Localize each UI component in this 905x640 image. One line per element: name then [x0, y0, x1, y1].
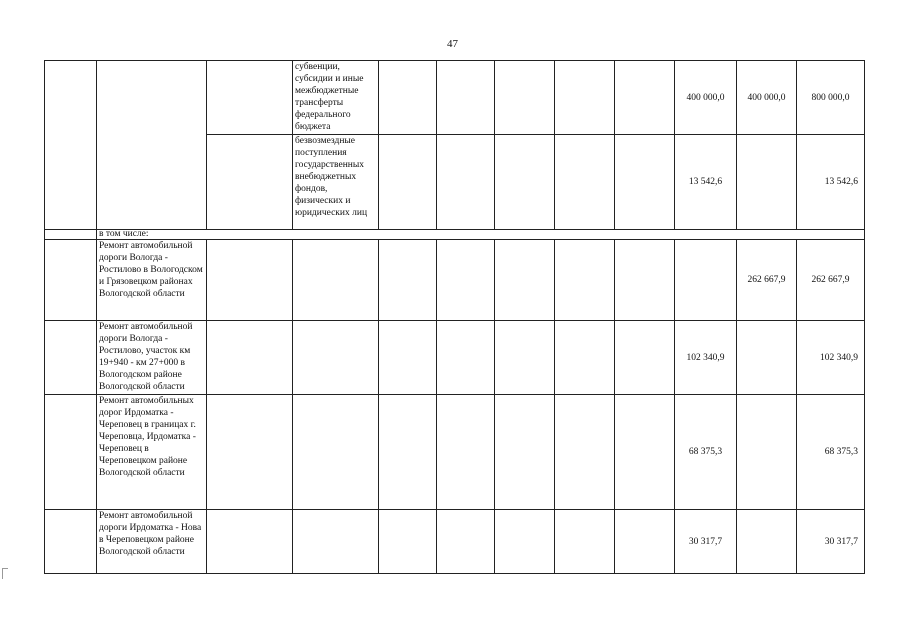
page-number: 47 — [447, 38, 458, 50]
value-year-1: 13 542,6 — [675, 135, 737, 230]
value-total: 262 667,9 — [797, 240, 865, 321]
cell-executor — [207, 135, 293, 230]
funding-row-federal — [45, 61, 865, 135]
project-row — [45, 240, 865, 321]
including-label: в том числе: — [97, 230, 865, 240]
project-name: Ремонт автомобильной дороги Вологда - Ростилово в Вологодском и Грязовецком районах Вологодской области — [97, 240, 207, 321]
value-year-2 — [737, 395, 797, 510]
including-row — [45, 230, 865, 240]
funding-source-extrabudgetary: безвозмездные поступления государственных внебюджетных фондов, физических и юридических лиц — [293, 135, 379, 230]
value-total: 68 375,3 — [797, 395, 865, 510]
project-name: Ремонт автомобильных дорог Ирдоматка - Череповец в границах г. Череповца, Ирдоматка - Череповец в Череповецком районе Вологодской области — [97, 395, 207, 510]
value-total: 800 000,0 — [797, 61, 865, 135]
value-year-1: 400 000,0 — [675, 61, 737, 135]
value-year-1 — [675, 240, 737, 321]
project-row — [45, 395, 865, 510]
value-year-1: 30 317,7 — [675, 510, 737, 574]
value-year-2 — [737, 321, 797, 395]
value-year-2 — [737, 135, 797, 230]
value-total: 30 317,7 — [797, 510, 865, 574]
project-name: Ремонт автомобильной дороги Вологда - Ростилово, участок км 19+940 - км 27+000 в Вологодском районе Вологодской области — [97, 321, 207, 395]
project-row — [45, 510, 865, 574]
project-row — [45, 321, 865, 395]
value-year-2: 262 667,9 — [737, 240, 797, 321]
value-year-2 — [737, 510, 797, 574]
value-year-2: 400 000,0 — [737, 61, 797, 135]
value-total: 102 340,9 — [797, 321, 865, 395]
value-year-1: 102 340,9 — [675, 321, 737, 395]
funding-source-federal: субвенции, субсидии и иные межбюджетные трансферты федерального бюджета — [293, 61, 379, 135]
cell-executor — [207, 61, 293, 135]
cell-activity — [97, 61, 207, 230]
value-year-1: 68 375,3 — [675, 395, 737, 510]
cell-index — [45, 61, 97, 230]
value-total: 13 542,6 — [797, 135, 865, 230]
scan-margin-mark — [2, 568, 8, 579]
project-name: Ремонт автомобильной дороги Ирдоматка - Нова в Череповецком районе Вологодской области — [97, 510, 207, 574]
budget-table — [44, 60, 865, 574]
